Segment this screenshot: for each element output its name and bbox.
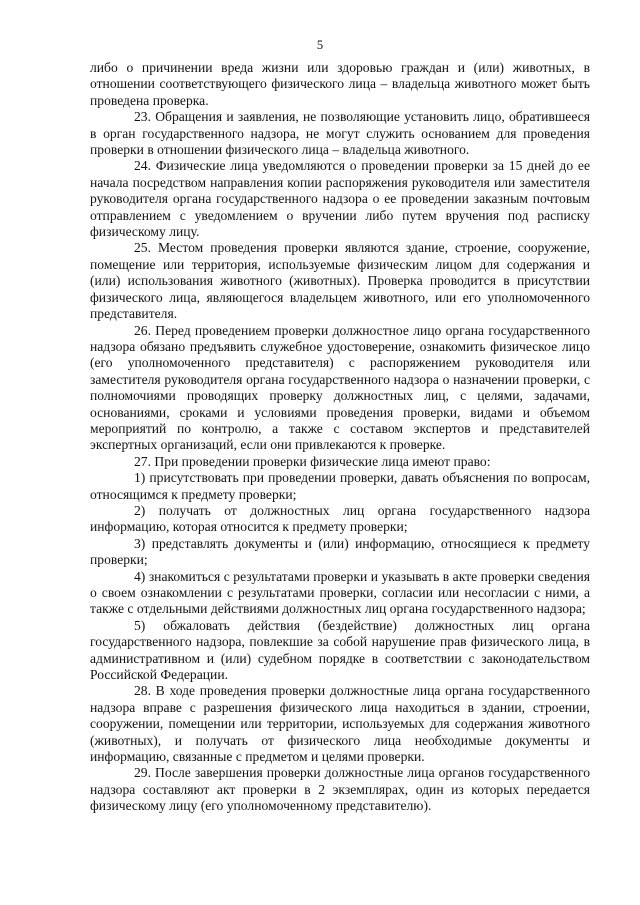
document-body [90,60,590,815]
paragraph-29: 29. После завершения проверки должностные лица органов государственного надзора составляют акт проверки в 2 экземплярах, один из которых передается физическому лицу (его уполномоченному представителю). [90,765,590,814]
list-item-27-2: 2) получать от должностных лиц органа государственного надзора информацию, которая относится к предмету проверки; [90,502,590,535]
paragraph-continuation: либо о причинении вреда жизни или здоровью граждан и (или) животных, в отношении соответствующего физического лица – владельца животного может быть проведена проверка. [90,60,590,108]
paragraph-23: 23. Обращения и заявления, не позволяющие установить лицо, обратившееся в орган государственного надзора, не могут служить основанием для проведения проверки в отношении физического лица – владельца животного. [90,109,590,158]
paragraph-26: 26. Перед проведением проверки должностное лицо органа государственного надзора обязано предъявить служебное удостоверение, ознакомить физическое лицо (его уполномоченного представителя) с распоряжением руководителя или заместителя руководителя органа государственного надзора о назначении проверки, с полномочиями проводящих проверку должностных лиц, с целями, задачами, основаниями, сроками и условиями проведения проверки, видами и объемом мероприятий по контролю, а также с составом экспертов и представителей экспертных организаций, если они привлекаются к проверке. [90,322,590,453]
page-number: 5 [316,38,324,52]
list-item-27-4: 4) знакомиться с результатами проверки и указывать в акте проверки сведения о своем ознакомлении с результатами проверки, согласии или несогласии с ними, а также с отдельными действиями должностных лиц органа государственного надзора; [90,568,590,617]
paragraph-24: 24. Физические лица уведомляются о проведении проверки за 15 дней до ее начала посредством направления копии распоряжения руководителя или заместителя руководителя органа государственного надзора о ее проведении заказным почтовым отправлением с уведомлением о вручении либо путем вручения под расписку физическому лицу. [90,158,590,240]
list-item-27-5: 5) обжаловать действия (бездействие) должностных лиц органа государственного надзора, повлекшие за собой нарушение прав физического лица, в административном и (или) судебном порядке в соответствии с законодательством Российской Федерации. [90,617,590,683]
list-item-27-1: 1) присутствовать при проведении проверки, давать объяснения по вопросам, относящимся к предмету проверки; [90,470,590,502]
list-item-27-3: 3) представлять документы и (или) информацию, относящиеся к предмету проверки; [90,535,590,568]
paragraph-25: 25. Местом проведения проверки являются здание, строение, сооружение, помещение или территория, используемые физическим лицом для содержания и (или) использования животного (животных). Проверка проводится в присутствии физического лица, являющегося владельцем животного, или его уполномоченного представителя. [90,240,590,322]
paragraph-27: 27. При проведении проверки физические лица имеют право: [134,453,491,469]
paragraph-28: 28. В ходе проведения проверки должностные лица органа государственного надзора вправе с разрешения физического лица находиться в здании, строении, сооружении, помещении или территории, используемых для содержания животного (животных), и получать от физического лица необходимые документы и информацию, связанные с предметом и целями проверки. [90,683,590,765]
